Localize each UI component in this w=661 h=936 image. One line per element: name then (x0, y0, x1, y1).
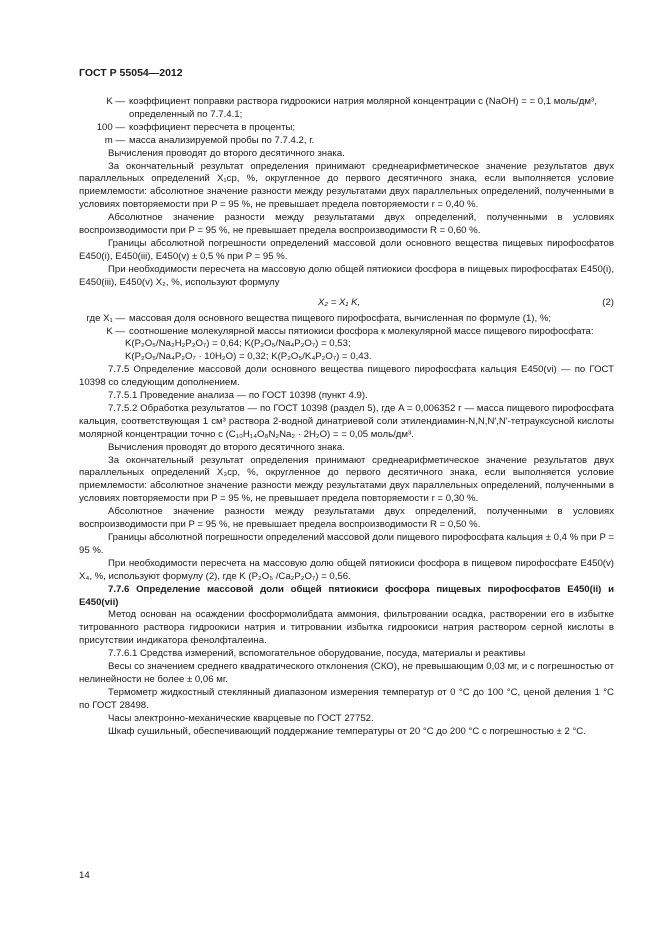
paragraph: Весы со значением среднего квадратического отклонения (СКО), не превышающим 0,03 мг, и с погрешностью от нелинейности не более ± 0,06 мг. (79, 661, 614, 685)
paragraph: Вычисления проводят до второго десятичного знака. (108, 147, 345, 159)
definition-text: коэффициент поправки раствора гидроокиси натрия молярной концентрации c (NaOH) = = 0,1 моль/дм³, определенный по 7.7.4.1; (129, 96, 597, 120)
definition-key: 100 — (96, 121, 125, 133)
section-7-7-6-1: 7.7.6.1 Средства измерений, вспомогательное оборудование, посуда, материалы и реактивы (108, 648, 526, 660)
definition-key: K — (106, 325, 125, 337)
definition-text: масса анализируемой пробы по 7.7.4.2, г. (129, 134, 315, 146)
ratio-line: K(P₂O₅/Na₂H₂P₂O₇) = 0,64; K(P₂O₅/Na₄P₂O₇) = 0,53; (125, 338, 351, 350)
definition-text: коэффициент пересчета в проценты; (129, 121, 296, 133)
formula-number: (2) (602, 296, 614, 308)
paragraph: При необходимости пересчета на массовую долю общей пятиокиси фосфора в пищевом пирофосфате E450(v) X₄, %, используют формулу (2), где K (P₂O₅ /Ca₂P₂O₇) = 0,56. (79, 557, 614, 582)
paragraph: Вычисления проводят до второго десятичного знака. (108, 441, 345, 453)
definition-x1 (79, 313, 614, 326)
paragraph: Абсолютное значение разности между результатами двух определений, полученными в условиях воспроизводимости при P = 95 %, не превышает предела воспроизводимости R = 0,50 %. (79, 506, 614, 531)
section-7-7-5-2: 7.7.5.2 Обработка результатов — по ГОСТ 10398 (раздел 5), где A = 0,006352 г — масса пищевого пирофосфата кальция, соответствующая 1 см³ раствора 2-водной динатриевой соли этилендиамин-N,N,N′,N′-тетрауксусной кислоты молярной концентрации точно c (C₁₀H₁₄O₈N₂Na₂ · 2H₂O) = = 0,05 моль/дм³. (79, 402, 614, 440)
paragraph: За окончательный результат определения принимают среднеарифметическое значение результатов двух параллельных определений X₃ср, %, округленное до первого десятичного знака, если выполняется условие приемлемости: абсолютное значение разности между результатами двух параллельных определений, полученными в условиях повторяемости при P = 95 %, не превышает предела повторяемости r = 0,30 %. (79, 454, 614, 505)
definition-key: где X₁ — (86, 312, 125, 324)
paragraph: Абсолютное значение разности между результатами двух определений, полученными в условиях воспроизводимости при P = 95 %, не превышает предела воспроизводимости R = 0,60 %. (79, 212, 614, 237)
definition-key: K — (106, 96, 125, 107)
definition-k-ratio (79, 326, 614, 339)
section-7-7-5-1: 7.7.5.1 Проведение анализа — по ГОСТ 10398 (пункт 4.9). (108, 390, 368, 402)
standard-header: ГОСТ Р 55054—2012 (79, 67, 183, 79)
paragraph: Метод основан на осаждении фосформолибдата аммония, фильтровании осадка, растворении его в избытке титрованного раствора гидроокиси натрия и титровании избытка гидроокиси натрия раствором серной кислоты в присутствии индикатора фенолфталеина. (79, 609, 614, 647)
paragraph: Границы абсолютной погрешности определений массовой доли пищевого пирофосфата кальция ± 0,4 % при P = 95 %. (79, 532, 614, 556)
definition-text: массовая доля основного вещества пищевого пирофосфата, вычисленная по формуле (1), %; (129, 312, 552, 324)
paragraph: Часы электронно-механические кварцевые по ГОСТ 27752. (108, 712, 374, 724)
definition-text: соотношение молекулярной массы пятиокиси фосфора к молекулярной массе пищевого пирофосфата: (129, 325, 594, 337)
paragraph: За окончательный результат определения принимают среднеарифметическое значение результатов двух параллельных определений X₁ср, %, округленное до первого десятичного знака, если выполняется условие приемлемости: абсолютное значение разности между результатами двух параллельных определений, полученными в условиях повторяемости при P = 95 %, не превышает предела повторяемости r = 0,40 %. (79, 160, 614, 211)
definition-100 (79, 122, 614, 135)
definition-k (79, 96, 614, 122)
paragraph: Шкаф сушильный, обеспечивающий поддержание температуры от 20 °C до 200 °C с погрешностью ± 2 °C. (108, 725, 586, 737)
section-7-7-5: 7.7.5 Определение массовой доли основного вещества пищевого пирофосфата кальция E450(vi) — по ГОСТ 10398 со следующим дополнением. (79, 364, 614, 389)
definition-m (79, 135, 614, 148)
definition-key: m — (104, 134, 125, 146)
document-body (79, 96, 614, 739)
section-7-7-6-heading: 7.7.6 Определение массовой доли общей пятиокиси фосфора пищевых пирофосфатов E450(ii) и E450(vii) (79, 583, 614, 608)
formula-expression: X₂ = X₁ K, (318, 296, 361, 308)
paragraph: Термометр жидкостный стеклянный диапазоном измерения температур от 0 °C до 100 °C, ценой деления 1 °C по ГОСТ 28498. (79, 686, 614, 711)
paragraph: Границы абсолютной погрешности определений массовой доли основного вещества пищевых пирофосфатов E450(i), E450(iii), E450(v) ± 0,5 % при P = 95 %. (79, 237, 614, 262)
page-number: 14 (79, 870, 90, 881)
formula-2 (79, 294, 614, 313)
ratio-line: K(P₂O₅/Na₄P₂O₇ · 10H₂O) = 0,32; K(P₂O₅/K₄P₂O₇) = 0,43. (125, 351, 372, 363)
paragraph: При необходимости пересчета на массовую долю общей пятиокиси фосфора в пищевых пирофосфатах E450(i), E450(iii), E450(v) X₂, %, используют формулу (79, 263, 614, 288)
